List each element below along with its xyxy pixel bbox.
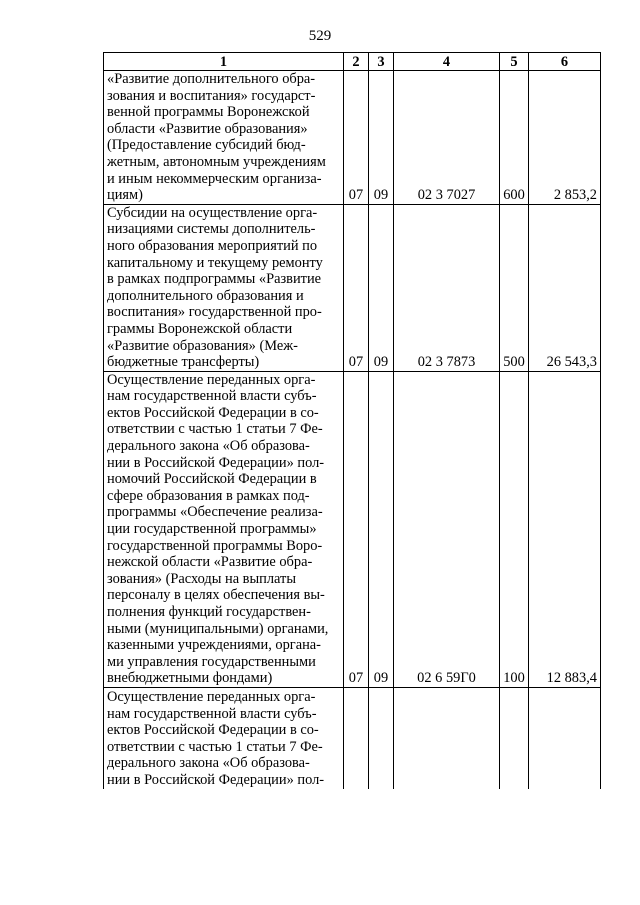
amount: 2 853,2 (529, 71, 601, 205)
description-line: ответствии с частью 1 статьи 7 Фе- (107, 421, 323, 438)
description-line: программы «Обеспечение реализа- (107, 504, 323, 521)
table-row (104, 687, 601, 788)
description-line: дерального закона «Об образова- (107, 438, 310, 455)
description-line: (Предоставление субсидий бюд- (107, 137, 306, 154)
column-header-1: 1 (104, 53, 344, 71)
description-line: государственной программы Воро- (107, 537, 323, 554)
table-header-row (104, 53, 601, 71)
description-line: номочий Российской Федерации в (107, 471, 317, 488)
description-line: Осуществление переданных орга- (107, 371, 316, 388)
description-line: внебюджетными фондами) (107, 670, 273, 687)
expense-type-code (500, 687, 529, 788)
table-row (104, 204, 601, 371)
target-article-code: 02 3 7873 (394, 204, 500, 371)
column-header-4: 4 (394, 53, 500, 71)
target-article-code: 02 6 59Г0 (394, 371, 500, 687)
description-line: дополнительного образования и (107, 287, 304, 304)
subsection-code: 09 (369, 204, 394, 371)
subsection-code: 09 (369, 371, 394, 687)
section-code: 07 (344, 371, 369, 687)
budget-table (103, 52, 601, 789)
description-line: казенными учреждениями, органа- (107, 637, 321, 654)
description-line: в рамках подпрограммы «Развитие (107, 271, 322, 288)
description-line: циям) (107, 187, 143, 204)
section-code (344, 687, 369, 788)
table-row (104, 71, 601, 205)
description-line: бюджетные трансферты) (107, 354, 260, 371)
expense-type-code: 500 (500, 204, 529, 371)
section-code: 07 (344, 71, 369, 205)
description-line: жетным, автономным учреждениям (107, 153, 326, 170)
row-description (104, 687, 344, 788)
page-number: 529 (308, 28, 332, 44)
description-line: ными (муниципальными) органами, (107, 620, 329, 637)
target-article-code (394, 687, 500, 788)
column-header-3: 3 (369, 53, 394, 71)
description-line: капитальному и текущему ремонту (107, 254, 323, 271)
description-line: сфере образования в рамках под- (107, 487, 310, 504)
row-description (104, 371, 344, 687)
description-line: нам государственной власти субъ- (107, 705, 317, 722)
column-header-5: 5 (500, 53, 529, 71)
table-row (104, 371, 601, 687)
description-line: полнения функций государствен- (107, 604, 311, 620)
description-line: персоналу в целях обеспечения вы- (107, 587, 325, 604)
description-line: ции государственной программы» (107, 521, 317, 538)
description-line: ного образования мероприятий по (107, 237, 318, 254)
description-line: граммы Воронежской области (107, 320, 293, 337)
row-description (104, 71, 344, 205)
description-line: ектов Российской Федерации в со- (107, 722, 319, 739)
description-line: зования» (Расходы на выплаты (107, 570, 297, 587)
description-line: низациями системы дополнитель- (107, 221, 316, 238)
expense-type-code: 100 (500, 371, 529, 687)
description-line: ответствии с частью 1 статьи 7 Фе- (107, 738, 323, 755)
description-line: «Развитие дополнительного обра- (107, 71, 316, 87)
column-header-2: 2 (344, 53, 369, 71)
subsection-code: 09 (369, 71, 394, 205)
description-line: нии в Российской Федерации» пол- (107, 454, 325, 471)
description-line: нам государственной власти субъ- (107, 388, 317, 405)
section-code: 07 (344, 204, 369, 371)
description-line: дерального закона «Об образова- (107, 755, 310, 772)
description-line: воспитания» государственной про- (107, 304, 322, 321)
expense-type-code: 600 (500, 71, 529, 205)
description-line: и иным некоммерческим организа- (107, 170, 322, 187)
description-line: области «Развитие образования» (107, 120, 308, 137)
description-line: ми управления государственными (107, 653, 316, 670)
amount: 12 883,4 (529, 371, 601, 687)
amount (529, 687, 601, 788)
amount: 26 543,3 (529, 204, 601, 371)
description-line: зования и воспитания» государст- (107, 87, 316, 104)
column-header-6: 6 (529, 53, 601, 71)
row-description (104, 204, 344, 371)
description-line: Осуществление переданных орга- (107, 688, 316, 705)
subsection-code (369, 687, 394, 788)
description-line: Субсидии на осуществление орга- (107, 204, 318, 221)
description-line: нежской области «Развитие обра- (107, 554, 313, 571)
description-line: «Развитие образования» (Меж- (107, 337, 298, 354)
description-line: ектов Российской Федерации в со- (107, 404, 319, 421)
target-article-code: 02 3 7027 (394, 71, 500, 205)
description-line: нии в Российской Федерации» пол- (107, 771, 325, 788)
description-line: венной программы Воронежской (107, 104, 310, 121)
